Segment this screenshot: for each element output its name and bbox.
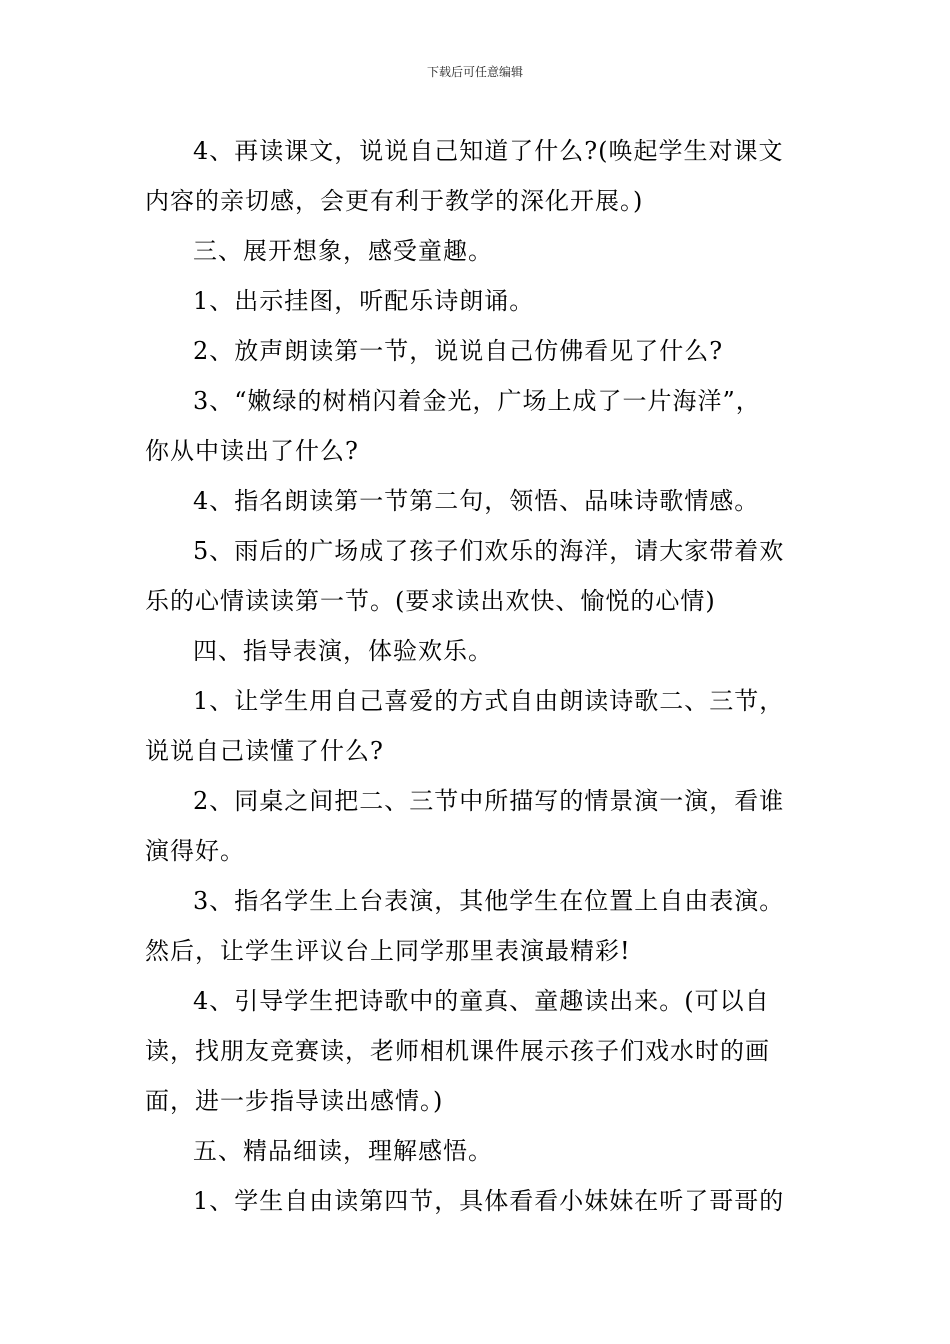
text-line: 4、指名朗读第一节第二句，领悟、品味诗歌情感。 bbox=[193, 487, 760, 515]
text-line: 4、再读课文，说说自己知道了什么?(唤起学生对课文 bbox=[193, 137, 784, 165]
document-body bbox=[145, 126, 815, 1226]
text-line: 2、放声朗读第一节，说说自己仿佛看见了什么? bbox=[193, 337, 724, 365]
text-line: 面，进一步指导读出感情。) bbox=[145, 1087, 444, 1115]
text-line: 内容的亲切感，会更有利于教学的深化开展。) bbox=[145, 187, 644, 215]
text-line: 2、同桌之间把二、三节中所描写的情景演一演，看谁 bbox=[193, 787, 785, 815]
text-line: 1、让学生用自己喜爱的方式自由朗读诗歌二、三节， bbox=[193, 687, 785, 715]
text-line: 说说自己读懂了什么? bbox=[145, 737, 384, 765]
text-line: 5、雨后的广场成了孩子们欢乐的海洋，请大家带着欢 bbox=[193, 537, 785, 565]
text-line: 1、学生自由读第四节，具体看看小妹妹在听了哥哥的 bbox=[193, 1187, 785, 1215]
text-line: 然后，让学生评议台上同学那里表演最精彩! bbox=[145, 937, 631, 965]
text-line: 你从中读出了什么? bbox=[145, 437, 359, 465]
text-line: 五、精品细读，理解感悟。 bbox=[193, 1137, 493, 1165]
text-line: 3、指名学生上台表演，其他学生在位置上自由表演。 bbox=[193, 887, 785, 915]
text-line: 演得好。 bbox=[145, 837, 245, 865]
text-line: 读，找朋友竞赛读，老师相机课件展示孩子们戏水时的画 bbox=[145, 1037, 770, 1065]
text-line: 四、指导表演，体验欢乐。 bbox=[193, 637, 493, 665]
page-header: 下载后可任意编辑 bbox=[426, 65, 523, 79]
text-line: 1、出示挂图，听配乐诗朗诵。 bbox=[193, 287, 535, 315]
text-line: 三、展开想象，感受童趣。 bbox=[193, 237, 493, 265]
text-line: 乐的心情读读第一节。(要求读出欢快、愉悦的心情) bbox=[145, 587, 716, 615]
text-line: 4、引导学生把诗歌中的童真、童趣读出来。(可以自 bbox=[193, 987, 770, 1015]
text-line: 3、“嫩绿的树梢闪着金光，广场上成了一片海洋”， bbox=[193, 387, 761, 415]
